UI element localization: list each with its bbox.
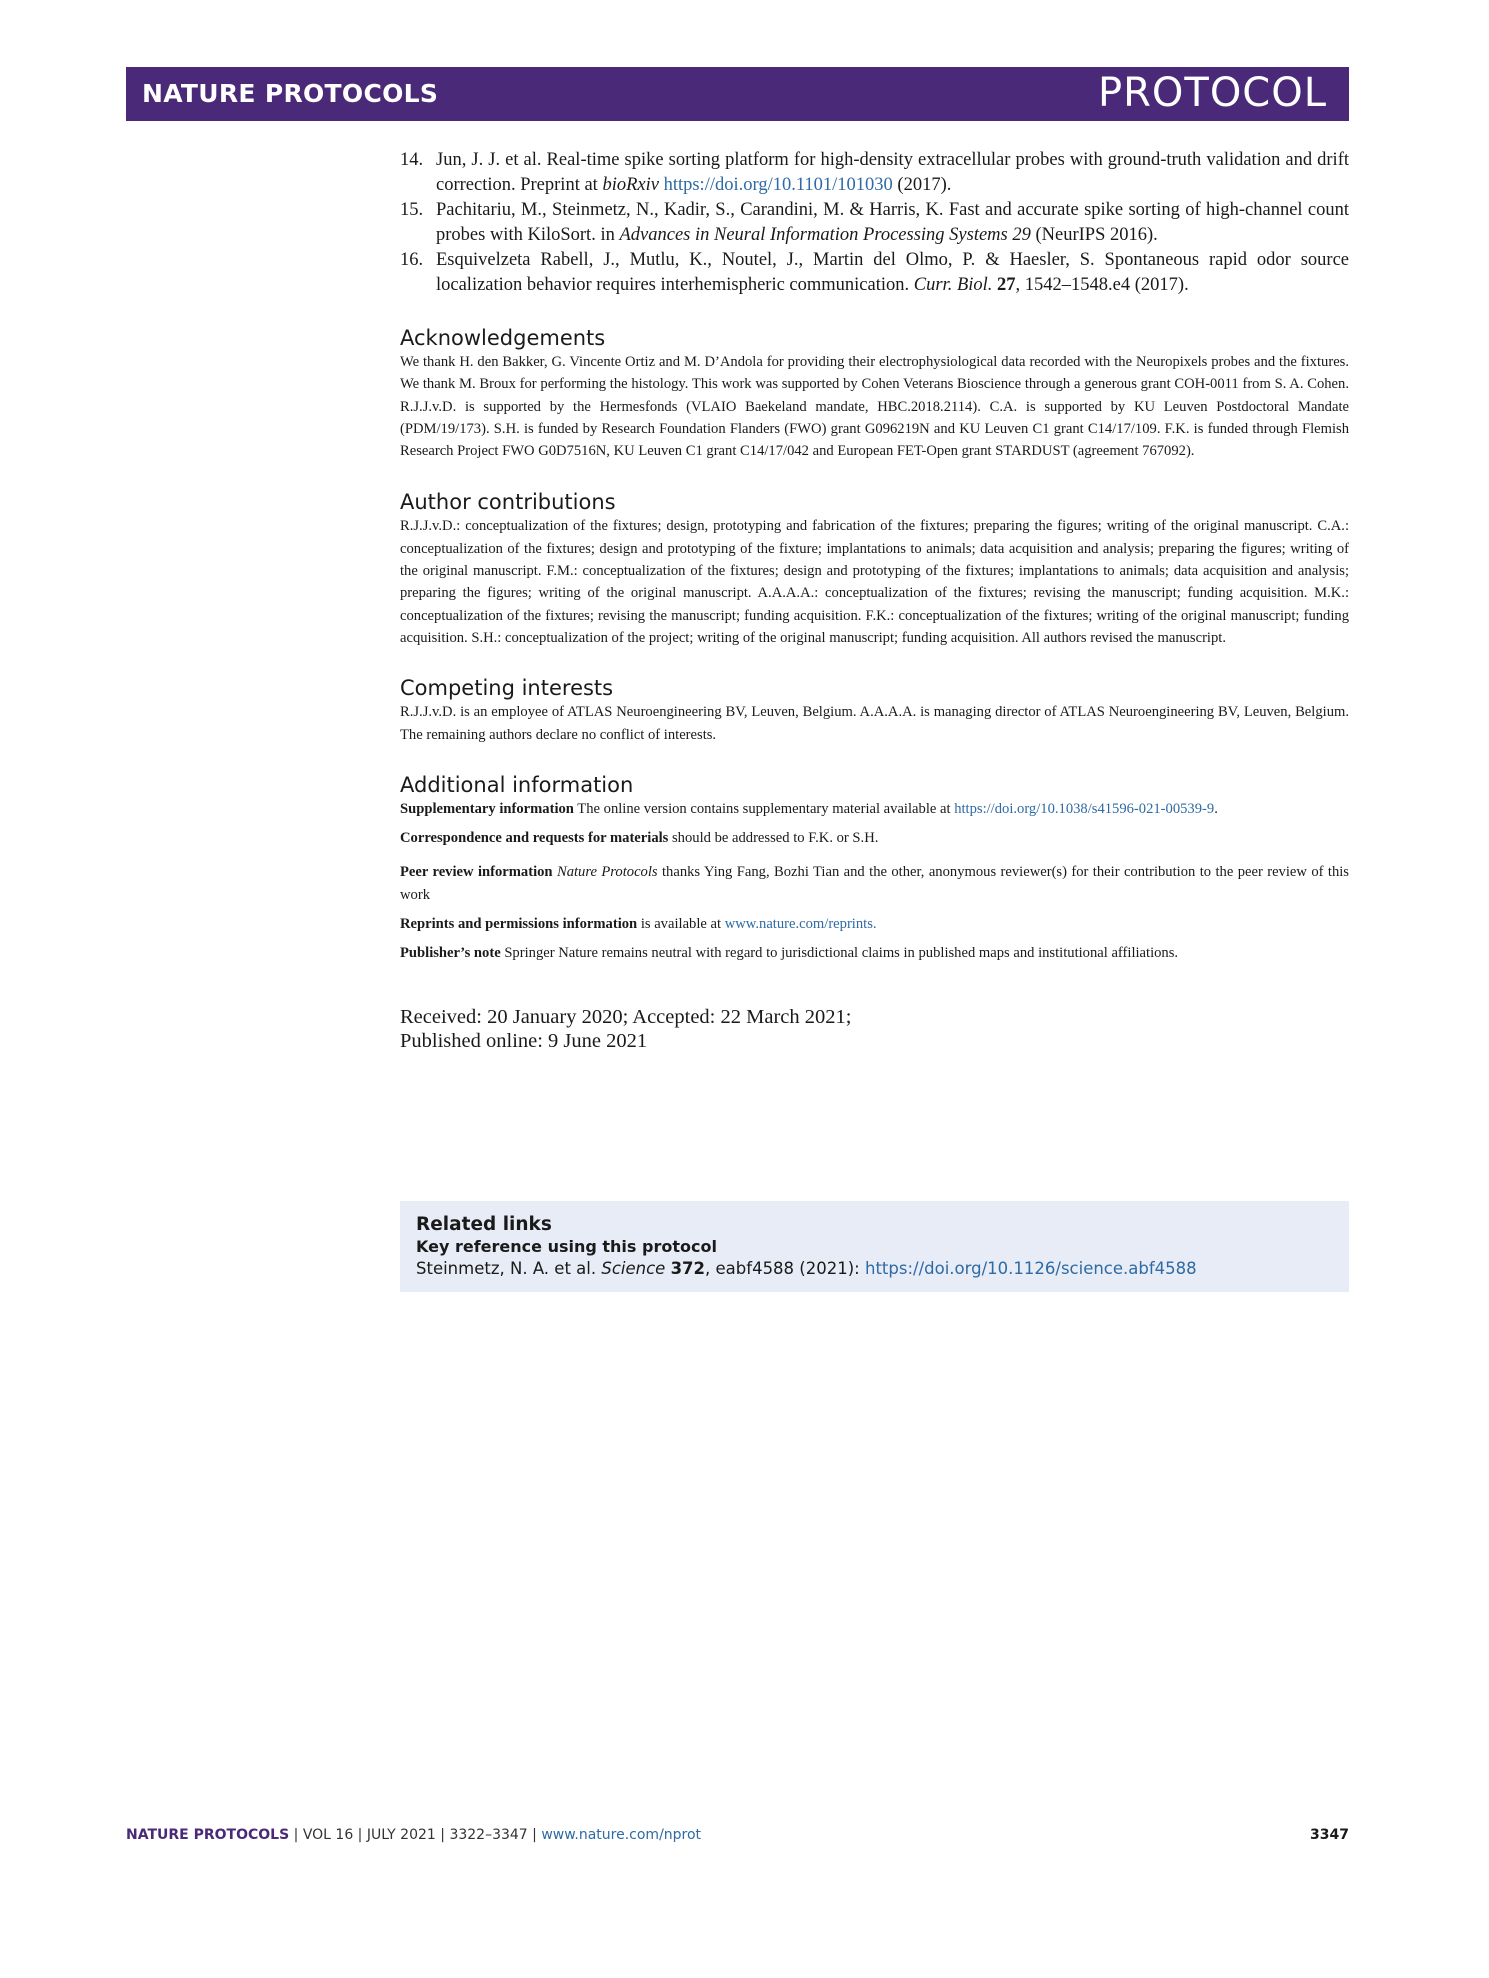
related-reference-text: Steinmetz, N. A. et al. (416, 1259, 602, 1278)
reprints-link[interactable]: www.nature.com/reprints. (724, 916, 877, 933)
published-date: Published online: 9 June 2021 (400, 1030, 648, 1053)
peer-review-information (400, 861, 1349, 906)
author-contributions-section (400, 489, 1349, 649)
article-dates (400, 1005, 1349, 1054)
item-label: Peer review information (400, 864, 553, 881)
additional-information-section (400, 772, 1349, 965)
page-footer (126, 1827, 1349, 1843)
section-title: Additional information (400, 772, 634, 797)
item-text: thanks Ying Fang, Bozhi Tian and the other, anonymous reviewer(s) for their contribution to the peer review of this work (400, 864, 1349, 903)
journal-name: NATURE PROTOCOLS (142, 79, 439, 108)
footer-pages: 3322–3347 (449, 1827, 528, 1843)
item-text: is available at (637, 916, 725, 933)
reference-number: 14. (400, 150, 424, 170)
reference-item (400, 248, 1349, 297)
reference-item (400, 148, 1349, 197)
footer-separator: | (289, 1827, 303, 1843)
reference-volume: 27 (997, 274, 1016, 295)
section-body: We thank H. den Bakker, G. Vincente Ortiz and M. D’Andola for providing their electrophysiological data recorded with the Neuropixels probes and the fixtures. We thank M. Broux for performing the histology. This work was supported by Cohen Veterans Bioscience through a generous grant COH-0011 from S. A. Cohen. R.J.J.v.D. is supported by the Hermesfonds (VLAIO Baekeland mandate, HBC.2018.2114). C.A. is supported by KU Leuven Postdoctoral Mandate (PDM/19/173). S.H. is funded by Research Foundation Flanders (FWO) grant G096219N and KU Leuven C1 grant C14/17/109. F.K. is funded through Flemish Research Project FWO G0D7516N, KU Leuven C1 grant C14/17/042 and European FET-Open grant STARDUST (agreement 767092). (400, 354, 1349, 460)
page-number: 3347 (1310, 1827, 1349, 1843)
reference-journal: Advances in Neural Information Processing Systems 29 (619, 224, 1031, 245)
reference-journal: bioRxiv (602, 174, 659, 195)
item-label: Correspondence and requests for materials (400, 830, 669, 847)
section-body: R.J.J.v.D.: conceptualization of the fixtures; design, prototyping and fabrication of the fixtures; preparing the figures; writing of the original manuscript. C.A.: conceptualization of the fixtures; design and prototyping of the fixture; implantations to animals; data acquisition and analysis; preparing the figures; writing of the original manuscript. F.M.: conceptualization of the fixtures; design and prototyping of the fixtures; implantations to animals; data acquisition and analysis; preparing the figures; writing of the original manuscript. A.A.A.A.: conceptualization of the fixtures; revising the manuscript; funding acquisition. M.K.: conceptualization of the fixtures; revising the manuscript; funding acquisition. F.K.: conceptualization of the fixtures; writing of the original manuscript; funding acquisition. S.H.: conceptualization of the project; writing of the original manuscript; funding acquisition. All authors revised the manuscript. (400, 518, 1349, 646)
section-title: Competing interests (400, 676, 614, 701)
related-reference-volume: 372 (670, 1259, 706, 1278)
footer-issue: JULY 2021 (366, 1827, 436, 1843)
footer-url-link[interactable]: www.nature.com/nprot (541, 1827, 702, 1843)
reference-number: 16. (400, 250, 424, 270)
footer-volume: VOL 16 (302, 1827, 354, 1843)
related-links-title: Related links (416, 1214, 552, 1235)
reference-number: 15. (400, 200, 424, 220)
reference-text: (2017). (892, 174, 952, 195)
received-accepted-date: Received: 20 January 2020; Accepted: 22 March 2021; (400, 1005, 852, 1028)
supplementary-link[interactable]: https://doi.org/10.1038/s41596-021-00539-9 (954, 800, 1215, 817)
footer-separator: | (353, 1827, 367, 1843)
related-reference (416, 1257, 1333, 1281)
reference-text: Jun, J. J. et al. Real-time spike sorting platform for high-density extracellular probes with ground-truth validation and drift correction. Preprint at (436, 150, 1349, 195)
article-type: PROTOCOL (1097, 70, 1327, 116)
item-text: . (1214, 800, 1218, 817)
journal-header (126, 67, 1349, 121)
item-text: The online version contains supplementary material available at (573, 800, 955, 817)
reference-text: , 1542–1548.e4 (2017). (1015, 274, 1189, 295)
supplementary-information (400, 798, 1349, 820)
competing-interests-section (400, 675, 1349, 746)
reference-journal: Curr. Biol. (913, 274, 993, 295)
footer-separator: | (527, 1827, 542, 1843)
reference-text: Pachitariu, M., Steinmetz, N., Kadir, S., Carandini, M. & Harris, K. Fast and accurate spike sorting of high-channel count probes with KiloSort. in (436, 200, 1349, 245)
reference-text: (NeurIPS 2016). (1030, 224, 1158, 245)
section-body: R.J.J.v.D. is an employee of ATLAS Neuroengineering BV, Leuven, Belgium. A.A.A.A. is managing director of ATLAS Neuroengineering BV, Leuven, Belgium. The remaining authors declare no conflict of interests. (400, 704, 1349, 743)
related-links-subtitle: Key reference using this protocol (416, 1237, 717, 1256)
reference-doi-link[interactable]: https://doi.org/10.1101/101030 (663, 174, 893, 195)
footer-journal: NATURE PROTOCOLS (126, 1827, 290, 1843)
item-label: Supplementary information (400, 800, 574, 817)
reprints-information (400, 913, 1349, 935)
acknowledgements-section (400, 325, 1349, 462)
correspondence-information (400, 827, 1349, 849)
related-links-box (400, 1201, 1349, 1292)
main-content (400, 148, 1349, 1054)
related-reference-doi-link[interactable]: https://doi.org/10.1126/science.abf4588 (864, 1259, 1197, 1278)
item-label: Publisher’s note (400, 945, 501, 962)
related-reference-journal: Science (601, 1259, 666, 1278)
publisher-note (400, 942, 1349, 964)
reference-item (400, 198, 1349, 247)
section-title: Acknowledgements (400, 326, 606, 350)
item-journal: Nature Protocols (556, 864, 658, 881)
footer-separator: | (435, 1827, 450, 1843)
reference-list (400, 148, 1349, 297)
section-title: Author contributions (400, 490, 616, 515)
item-text: Springer Nature remains neutral with regard to jurisdictional claims in published maps and institutional affiliations. (500, 945, 1179, 962)
reference-text: Esquivelzeta Rabell, J., Mutlu, K., Noutel, J., Martin del Olmo, P. & Haesler, S. Spontaneous rapid odor source localization behavior requires interhemispheric communication. (436, 250, 1349, 295)
item-label: Reprints and permissions information (400, 916, 638, 933)
related-reference-text: , eabf4588 (2021): (705, 1259, 865, 1278)
item-text: should be addressed to F.K. or S.H. (668, 830, 879, 847)
